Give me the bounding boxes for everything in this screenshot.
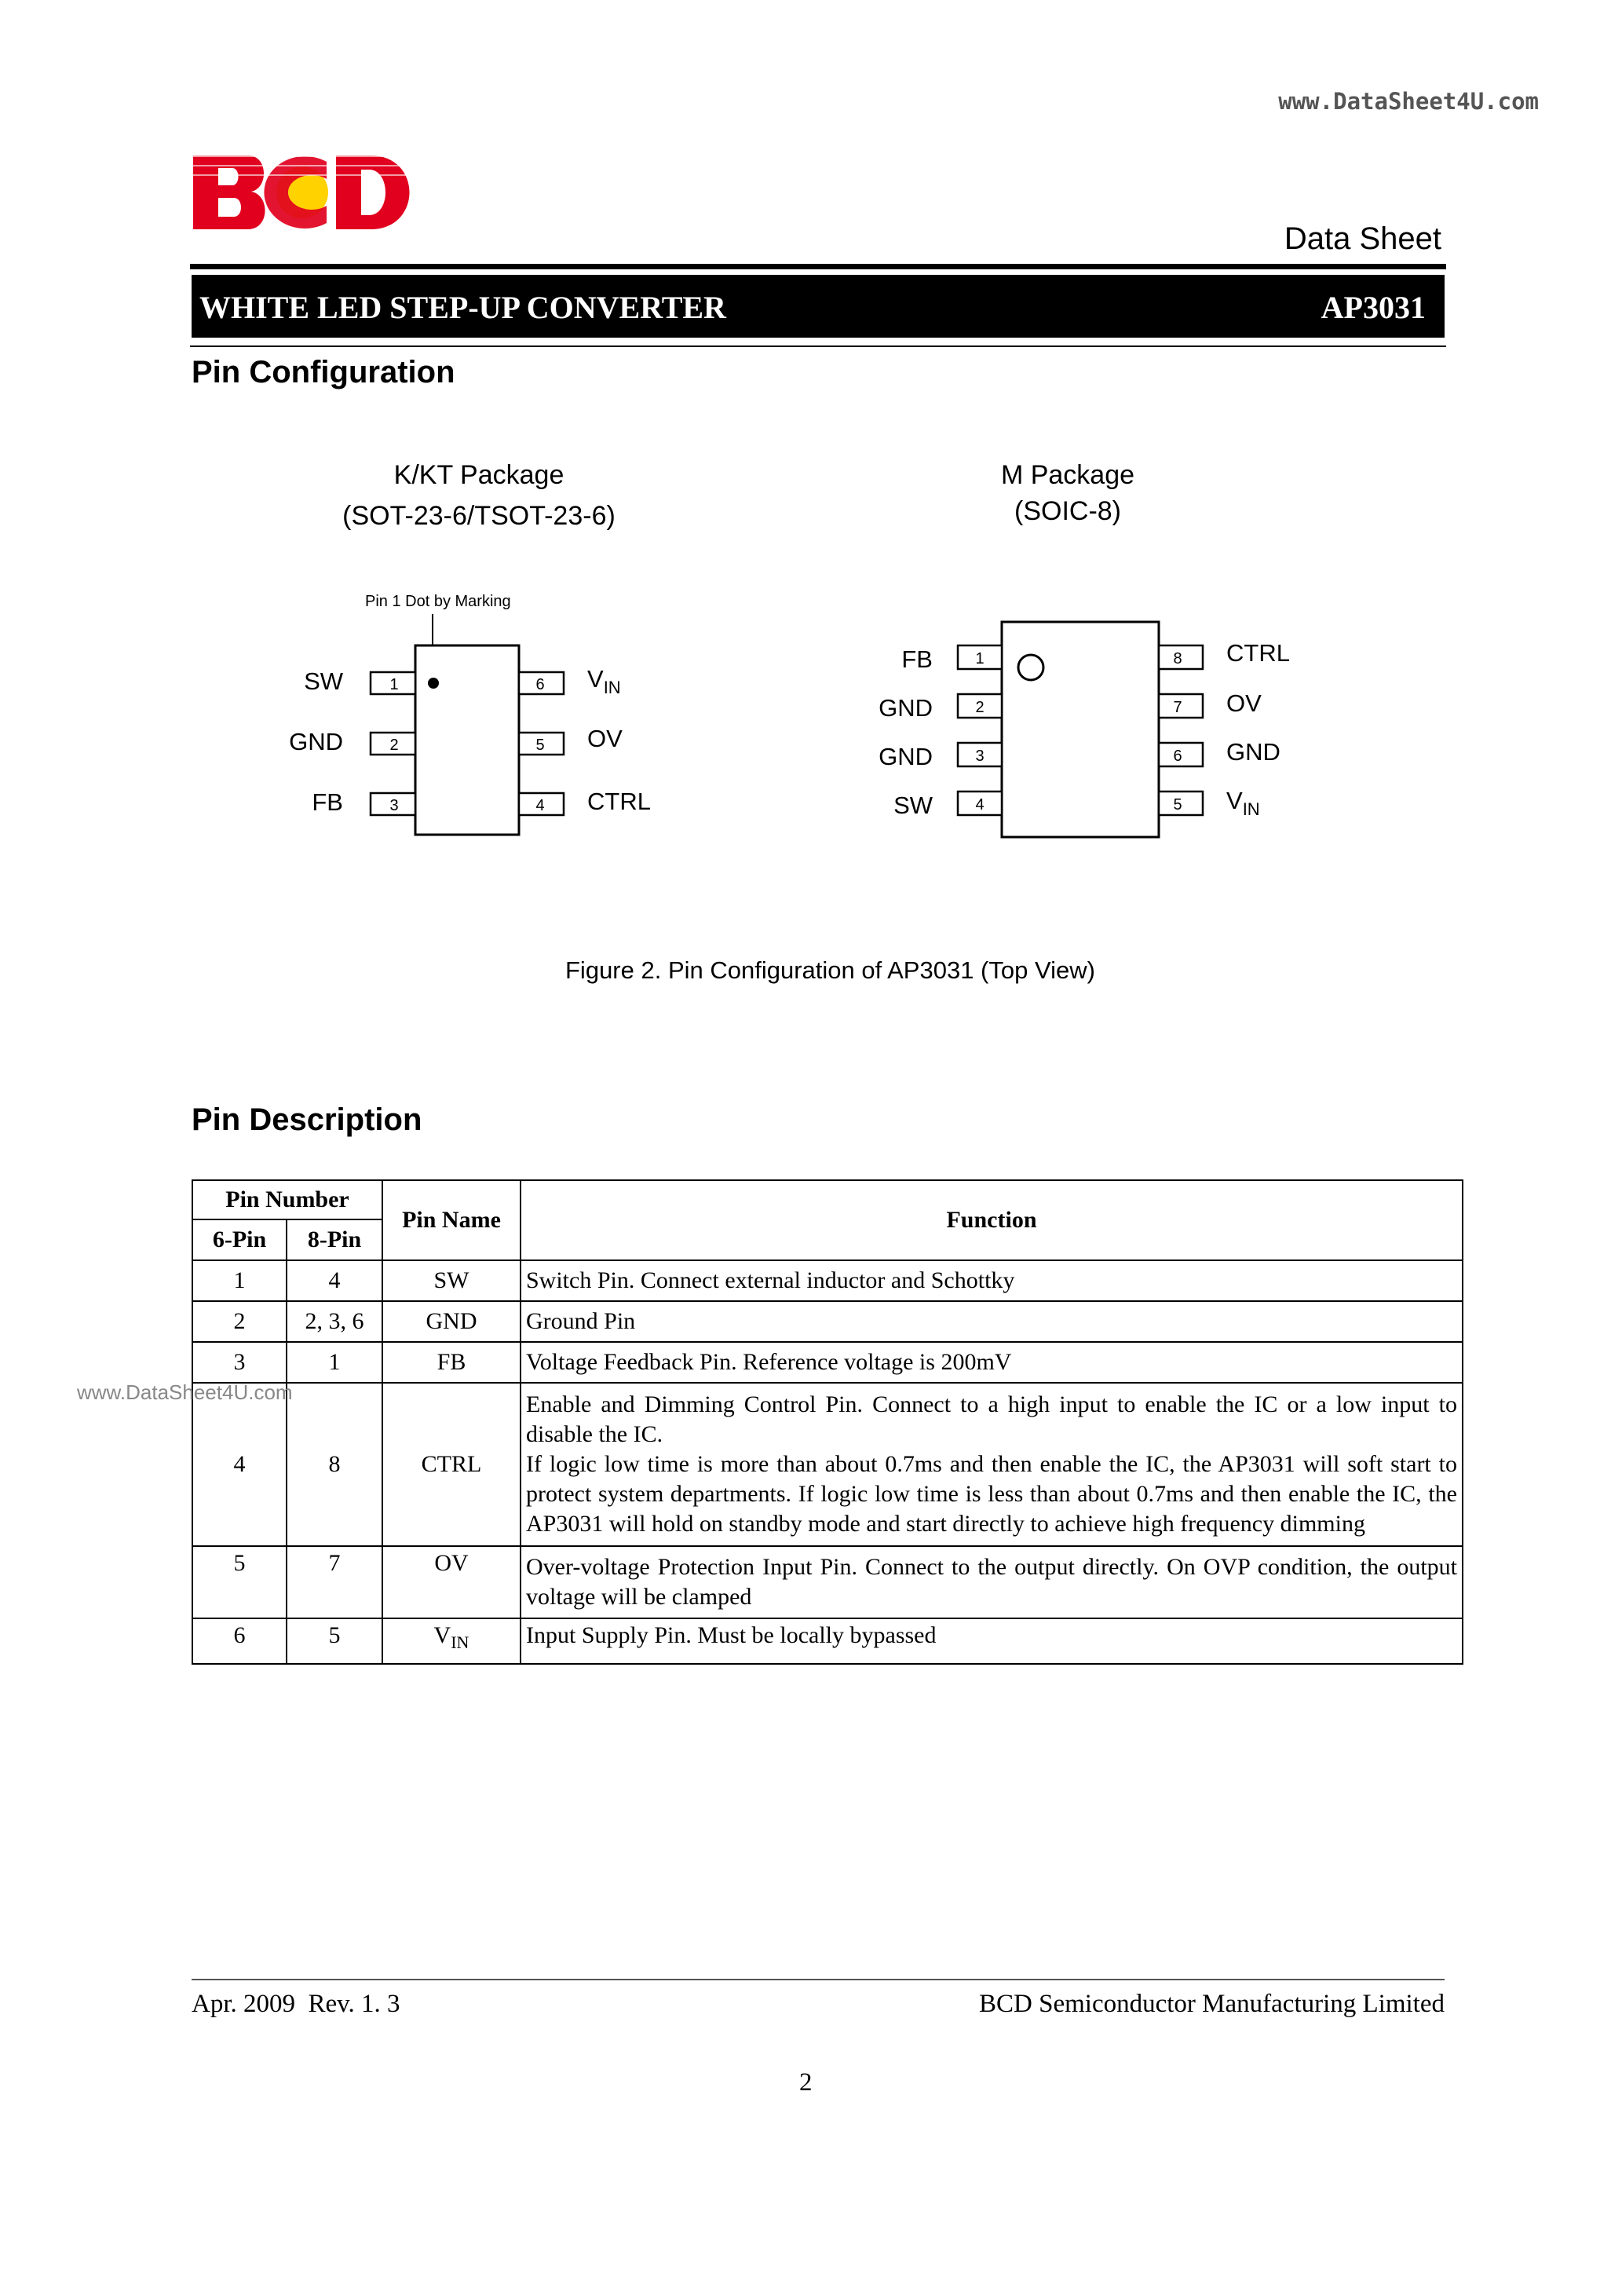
figure-caption: Figure 2. Pin Configuration of AP3031 (Top View) [565,956,1095,984]
cell-8pin: 8 [287,1383,382,1546]
footer-rule [192,1979,1445,1980]
pkg2-name: M Package [1000,460,1135,490]
part-number: AP3031 [1321,290,1426,325]
soic-left-pin-4 [893,792,1002,819]
pin-name: OV [587,725,623,752]
header-8-pin: 8-Pin [287,1219,382,1260]
soic-left-pin-2 [879,694,1002,722]
table-row [192,1301,1463,1342]
cell-pin-name: OV [382,1546,521,1618]
pin-name: CTRL [1226,639,1290,667]
cell-function [521,1383,1463,1546]
pin-name: CTRL [587,788,651,815]
cell-8pin: 4 [287,1260,382,1301]
sot-right-pin-6 [519,665,621,697]
cell-6pin: 3 [192,1342,287,1383]
pin-name: GND [289,728,343,755]
page-number: 2 [799,2068,813,2097]
soic-right-pin-7 [1159,689,1262,718]
footer-company: BCD Semiconductor Manufacturing Limited [979,1990,1445,2018]
pin-number: 8 [1173,650,1182,667]
doc-type-label: Data Sheet [1284,221,1441,256]
pin-number: 4 [535,797,545,814]
cell-6pin: 4 [192,1383,287,1546]
table-row [192,1618,1463,1664]
soic-right-pin-5 [1159,787,1260,819]
pkg2-type: (SOIC-8) [1014,496,1121,526]
cell-8pin: 7 [287,1546,382,1618]
pkg1-name: K/KT Package [393,460,564,490]
pin-name-sub: IN [1242,799,1260,819]
cell-6pin: 2 [192,1301,287,1342]
cell-pin-name: SW [382,1260,521,1301]
pin-name-sub: IN [603,678,621,697]
sot-right-pin-5 [519,725,623,755]
soic8-body [1002,622,1159,837]
svg-text:VIN [587,665,621,697]
pin-name-sub: IN [451,1632,469,1652]
soic-left-pin-1 [901,645,1002,673]
pin-name: GND [879,694,933,722]
cell-pin-name: GND [382,1301,521,1342]
cell-6pin: 5 [192,1546,287,1618]
pin-name: FB [312,788,343,816]
pin-name: GND [879,743,933,770]
pin-name: OV [1226,689,1262,717]
cell-function: Ground Pin [521,1301,1463,1342]
cell-8pin: 1 [287,1342,382,1383]
pin-description-table [192,1179,1463,1665]
pin-number: 6 [1173,748,1182,765]
sot23-body [415,645,519,835]
pkg1-type: (SOT-23-6/TSOT-23-6) [342,501,616,531]
header-pin-number: Pin Number [192,1180,382,1219]
cell-function: Over-voltage Protection Input Pin. Connect to the output directly. On OVP condition, the output voltage will be clamped [521,1546,1463,1618]
sot-left-pin-3 [312,788,415,816]
header-pin-name: Pin Name [382,1180,521,1260]
watermark-url: www.DataSheet4U.com [1278,88,1539,115]
pin-number: 2 [975,699,985,716]
pin-name: GND [1226,738,1280,766]
pin-number: 1 [389,676,399,693]
doc-title: WHITE LED STEP-UP CONVERTER [199,290,726,325]
pin-number: 2 [389,737,399,754]
function-line: If logic low time is more than about 0.7ms and then enable the IC, the AP3031 will soft start to protect system departments. If logic low time is less than about 0.7ms and then enable the IC, the AP3031 will hold on standby mode and start directly to achieve high frequency dimming [526,1451,1457,1537]
soic-right-pin-6 [1159,738,1280,766]
pin-name: V [433,1622,451,1648]
watermark-side: www.DataSheet4U.com [77,1380,293,1404]
pin-name: FB [901,645,933,673]
pin-number: 3 [389,797,399,814]
pin-number: 5 [535,737,545,754]
pin1-note: Pin 1 Dot by Marking [365,593,511,610]
table-row [192,1342,1463,1383]
pin-number: 4 [975,796,985,813]
table-row [192,1383,1463,1546]
pin-name: SW [304,667,343,695]
soic-left-pin-3 [879,743,1002,770]
cell-function: Switch Pin. Connect external inductor and Schottky [521,1260,1463,1301]
cell-pin-name: FB [382,1342,521,1383]
footer-date-rev: Apr. 2009 Rev. 1. 3 [192,1990,400,2018]
function-line: Enable and Dimming Control Pin. Connect to a high input to enable the IC or a low input to disable the IC. [526,1391,1457,1447]
table-row [192,1260,1463,1301]
pin-diagram [0,0,1622,903]
pin-name: V [587,665,604,693]
svg-text:VIN [1226,787,1260,819]
pin-number: 5 [1173,796,1182,813]
cell-pin-name [382,1618,521,1664]
pin-name: V [1226,787,1243,814]
cell-function: Voltage Feedback Pin. Reference voltage is 200mV [521,1342,1463,1383]
pin-number: 7 [1173,699,1182,716]
sot-right-pin-4 [519,788,651,815]
cell-pin-name: CTRL [382,1383,521,1546]
pin-config-title: Pin Configuration [192,355,455,389]
sot-left-pin-1 [304,667,415,695]
cell-function: Input Supply Pin. Must be locally bypassed [521,1618,1463,1664]
pin-name: SW [893,792,933,819]
sot-left-pin-2 [289,728,415,755]
cell-6pin: 6 [192,1618,287,1664]
table-row [192,1546,1463,1618]
pin-number: 3 [975,748,985,765]
cell-6pin: 1 [192,1260,287,1301]
pin-number: 1 [975,650,985,667]
cell-8pin: 2, 3, 6 [287,1301,382,1342]
cell-8pin: 5 [287,1618,382,1664]
pin-desc-title: Pin Description [192,1102,422,1137]
header-6-pin: 6-Pin [192,1219,287,1260]
soic-right-pin-8 [1159,639,1290,669]
header-function: Function [521,1180,1463,1260]
pin-number: 6 [535,676,545,693]
